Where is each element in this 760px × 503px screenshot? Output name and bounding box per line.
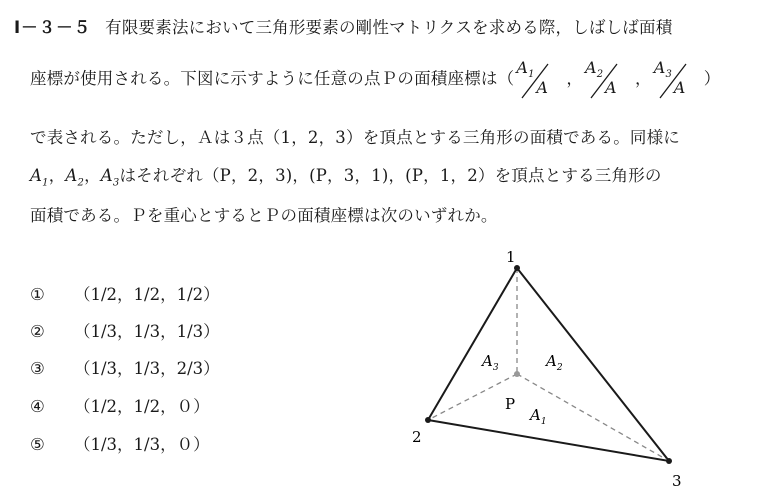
question-number: Ⅰ－３－５ [14,18,92,37]
area-a1-label: $A_1$ [530,406,547,427]
point-p-dot [514,371,520,377]
fraction-a1: $A_1$ A [516,57,549,97]
option-1: ① （1/2，1/2，1/2） [30,285,220,304]
vertex-3-label: 3 [672,472,682,490]
vertex-3-dot [666,458,672,464]
option-3: ③ （1/3，1/3，2/3） [30,359,220,378]
fraction-a2: $A_2$ A [585,57,617,97]
area-a2-label: $A_2$ [546,352,563,373]
vertex-2-dot [425,417,431,423]
point-p-label: P [505,395,516,413]
question-line-1: Ⅰ－３－５ 有限要素法において三角形要素の剛性マトリクスを求める際，しばしば面積 [14,18,673,37]
question-line-5: 面積である。Ｐを重心とするとＰの面積座標は次のいずれか。 [30,206,498,225]
option-2: ② （1/3，1/3，1/3） [30,322,220,341]
fraction-a3: $A_3$ A [653,57,686,97]
vertex-2-label: 2 [412,428,422,446]
option-5: ⑤ （1/3，1/3，０） [30,435,210,454]
vertex-1-label: 1 [506,248,516,266]
question-line-3: で表される。ただし，Ａは３点（1，2，3）を頂点とする三角形の面積である。同様に [30,128,680,147]
area-a3-label: $A_3$ [482,352,499,373]
option-4: ④ （1/2，1/2，０） [30,397,210,416]
question-line-4: $A_1$，$A_2$，$A_3$はそれぞれ（P，2，3)，(P，3，1)，(P，1，2）を頂点とする三角形の [30,166,662,189]
question-line-2: 座標が使用される。下図に示すように任意の点Ｐの面積座標は（ $A_1$ A ， $A_2$ A ， $A_3$ A ） [30,58,720,100]
